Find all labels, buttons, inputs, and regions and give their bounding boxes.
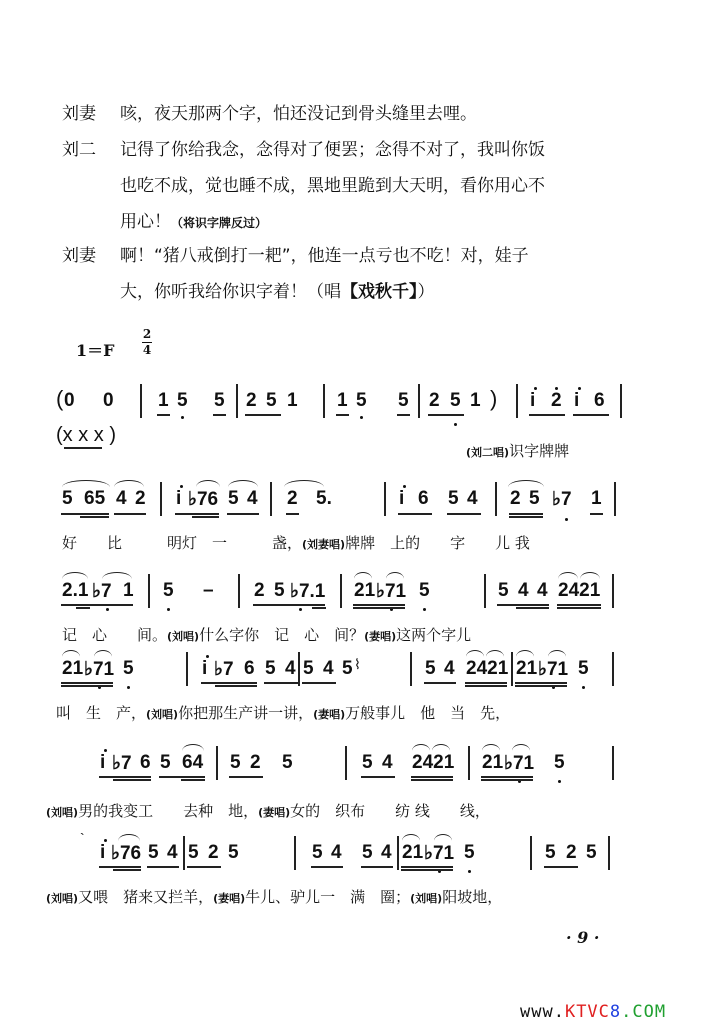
note: 0 (103, 390, 114, 411)
time-signature (142, 328, 152, 357)
high-octave-dot (104, 839, 107, 842)
barline (384, 482, 386, 516)
note: 5 (464, 842, 475, 863)
barline (270, 482, 272, 516)
singer-cue: (刘唱) (46, 892, 79, 905)
underline (192, 516, 219, 518)
underline (590, 513, 603, 515)
note: ♭71 (538, 659, 569, 680)
slur (548, 650, 566, 657)
underline (113, 869, 141, 871)
underline (544, 866, 578, 868)
underline (509, 513, 543, 515)
breath-mark: ⌇ (354, 656, 361, 672)
underline (353, 604, 405, 606)
underline (61, 604, 133, 606)
low-octave-dot (127, 686, 130, 689)
underline (401, 866, 453, 868)
barline (298, 652, 300, 686)
underline (286, 513, 299, 515)
close-paren: ) (490, 386, 498, 411)
underline (157, 414, 170, 416)
underline (159, 776, 205, 778)
note: ♭7 (552, 489, 572, 510)
low-octave-dot (360, 416, 363, 419)
note: 1 (337, 390, 348, 411)
lyrics (62, 624, 471, 645)
underline (401, 869, 453, 871)
note: 5 (214, 390, 225, 411)
watermark-part: 8 (609, 1002, 622, 1022)
underline (411, 776, 453, 778)
note: 5 (123, 658, 134, 679)
underline (515, 685, 567, 687)
note: 5 (230, 752, 241, 773)
barline (612, 746, 614, 780)
lyric-text: 牌牌 上的 字 儿 我 (345, 534, 530, 552)
underline (181, 779, 205, 781)
underline (411, 779, 453, 781)
note: 6 (594, 390, 605, 411)
underline (213, 414, 226, 416)
underline (61, 682, 113, 684)
barline (484, 574, 486, 608)
underline (336, 414, 349, 416)
singer-cue: (刘唱) (46, 806, 79, 819)
note: 6 (418, 488, 429, 509)
note: 5 (425, 658, 436, 679)
underline (312, 607, 326, 609)
slur (284, 480, 324, 487)
underline (61, 685, 113, 687)
note: 5 (62, 488, 73, 509)
lyric-text: 牛儿、驴儿一 满 圈； (245, 888, 411, 906)
note: 4 (323, 658, 334, 679)
underline (64, 447, 102, 449)
underline (515, 682, 567, 684)
page-number: · 9 · (566, 928, 600, 947)
singer-cue: (刘二唱) (466, 446, 510, 459)
note: 5 (282, 752, 293, 773)
underline (516, 607, 549, 609)
underline (361, 776, 395, 778)
low-octave-dot (582, 686, 585, 689)
slur (508, 480, 544, 487)
note: i (574, 390, 580, 411)
barline (183, 836, 185, 870)
note: 5 (362, 752, 373, 773)
underline (61, 513, 109, 515)
slur (482, 744, 500, 751)
underline (264, 682, 298, 684)
barline (418, 384, 420, 418)
rest-dash: – (203, 580, 214, 601)
barline (614, 482, 616, 516)
note: 21 (516, 658, 538, 679)
lyrics (56, 702, 510, 723)
tune-name: 【戏秋千】 (341, 282, 418, 302)
barline (148, 574, 150, 608)
note: 1 (123, 580, 134, 601)
underline (497, 604, 549, 606)
note: 5 (160, 752, 171, 773)
barline (530, 836, 532, 870)
lyrics (466, 440, 569, 461)
underline (353, 607, 405, 609)
slur (486, 650, 504, 657)
singer-cue: (妻唱) (313, 708, 346, 721)
open-paren: ( (56, 386, 64, 411)
high-octave-dot (403, 485, 406, 488)
barline (612, 574, 614, 608)
note: 4 (382, 752, 393, 773)
barline (238, 574, 240, 608)
low-octave-dot (167, 608, 170, 611)
underline (99, 866, 141, 868)
percussion-pattern: (x x x ) (56, 424, 116, 446)
note: 2421 (412, 752, 455, 773)
barline (468, 746, 470, 780)
underline (76, 607, 90, 609)
barline (140, 384, 142, 418)
note: 4 (285, 658, 296, 679)
underline (573, 414, 609, 416)
barline (345, 746, 347, 780)
underline (229, 776, 263, 778)
lyric-text: 叫 生 产， (56, 704, 147, 722)
note: ♭7 (92, 581, 112, 602)
speaker-label: 刘二 (62, 140, 96, 160)
dialogue-text: 也吃不成，觉也睡不成，黑地里跪到大天明，看你用心不 (120, 176, 545, 196)
slur (512, 744, 530, 751)
watermark (520, 1002, 666, 1022)
note: 4 (381, 842, 392, 863)
singer-cue: (妻唱) (364, 630, 397, 643)
barline (620, 384, 622, 418)
watermark-part: .COM (621, 1002, 667, 1022)
note: i (176, 488, 182, 509)
note: 5 (266, 390, 277, 411)
note: 5 (177, 390, 188, 411)
slur (516, 650, 534, 657)
underline (114, 513, 146, 515)
barline (216, 746, 218, 780)
low-octave-dot (299, 608, 302, 611)
tune-close: ） (417, 282, 435, 302)
note: 5 (448, 488, 459, 509)
note: i (100, 752, 106, 773)
underline (80, 516, 109, 518)
barline (160, 482, 162, 516)
note: 5 (362, 842, 373, 863)
underline (428, 414, 464, 416)
note: 0 (64, 390, 75, 411)
dialogue-text (120, 282, 435, 303)
underline (175, 513, 219, 515)
singer-cue: (刘唱) (167, 630, 200, 643)
note: 4 (537, 580, 548, 601)
lyric-text: 男的我变工 去种 地， (78, 802, 259, 820)
note: ♭7 (214, 659, 234, 680)
slur (402, 834, 420, 841)
note: 5 (228, 488, 239, 509)
barline (294, 836, 296, 870)
note: 5 (303, 658, 314, 679)
note: 4 (167, 842, 178, 863)
note: ♭7 (112, 753, 132, 774)
note: 4 (331, 842, 342, 863)
time-signature-bottom: 4 (142, 343, 152, 357)
slur (558, 572, 578, 579)
note: ♭76 (111, 843, 142, 864)
underline (481, 779, 533, 781)
barline (397, 836, 399, 870)
lyrics (46, 886, 502, 907)
note: 1 (591, 488, 602, 509)
underline (529, 414, 565, 416)
barline (236, 384, 238, 418)
note: 2 (510, 488, 521, 509)
low-octave-dot (181, 416, 184, 419)
low-octave-dot (558, 780, 561, 783)
low-octave-dot (468, 870, 471, 873)
speaker-label: 刘妻 (62, 104, 96, 124)
note: 5 (450, 390, 461, 411)
note: 5 (498, 580, 509, 601)
low-octave-dot (106, 608, 109, 611)
underline (113, 779, 151, 781)
slur (114, 480, 144, 487)
barline (516, 384, 518, 418)
barline (186, 652, 188, 686)
slur (196, 480, 220, 487)
underline (253, 604, 325, 606)
lyric-text: 女的 织布 纺 线 线， (290, 802, 490, 820)
note: 4 (444, 658, 455, 679)
note: ♭71 (84, 659, 115, 680)
note: 5 (419, 580, 430, 601)
barline (323, 384, 325, 418)
note: i (100, 842, 106, 863)
note: 5 (586, 842, 597, 863)
note: 2 (246, 390, 257, 411)
slur (466, 650, 484, 657)
watermark-part: www. (520, 1002, 565, 1022)
note: 1 (287, 390, 298, 411)
dialogue-text-part: 大，你听我给你识字着！（唱 (120, 282, 341, 302)
note: 5 (163, 580, 174, 601)
note: 21 (62, 658, 84, 679)
note: 5 (578, 658, 589, 679)
slur (182, 744, 204, 751)
lyric-text: 记 心 间。 (62, 626, 168, 644)
lyrics (62, 532, 530, 553)
watermark-part: KTVC (564, 1002, 610, 1022)
barline (410, 652, 412, 686)
lyric-text: 识字牌牌 (509, 442, 570, 460)
note: 4 (247, 488, 258, 509)
singer-cue: (刘唱) (146, 708, 179, 721)
barline (495, 482, 497, 516)
underline (361, 866, 393, 868)
dialogue-text: 咳，夜天那两个字，怕还没记到骨头缝里去哩。 (120, 104, 477, 124)
low-octave-dot (565, 518, 568, 521)
note: 2421 (466, 658, 509, 679)
note: 2 (566, 842, 577, 863)
underline (481, 776, 533, 778)
note: 2421 (558, 580, 601, 601)
note: ♭71 (504, 753, 535, 774)
underline (557, 607, 601, 609)
note: 5. (316, 488, 332, 509)
note: i (399, 488, 405, 509)
note: 2 (429, 390, 440, 411)
grace-mark: ` (80, 830, 85, 846)
dialogue-text: 记得了你给我念，念得对了便罢；念得不对了，我叫你饭 (120, 140, 545, 160)
high-octave-dot (555, 387, 558, 390)
slur (386, 572, 404, 579)
speaker-label: 刘妻 (62, 246, 96, 266)
lyric-text: 阳坡地， (442, 888, 503, 906)
singer-cue: (妻唱) (213, 892, 246, 905)
high-octave-dot (534, 387, 537, 390)
high-octave-dot (578, 387, 581, 390)
note: 1 (158, 390, 169, 411)
underline (447, 513, 481, 515)
note: 5 (554, 752, 565, 773)
note: 2 (208, 842, 219, 863)
underline (398, 513, 432, 515)
key-signature: 1＝F (76, 341, 115, 360)
note: 21 (354, 580, 376, 601)
note: 64 (182, 752, 204, 773)
note: 21 (482, 752, 504, 773)
underline (187, 866, 221, 868)
high-octave-dot (180, 485, 183, 488)
slur (580, 572, 600, 579)
underline (227, 513, 259, 515)
note: 4 (116, 488, 127, 509)
lyric-text: 好 比 明灯 一 盏， (62, 534, 303, 552)
underline (215, 685, 257, 687)
slur (354, 572, 372, 579)
lyric-text: 万般事儿 他 当 先， (345, 704, 511, 722)
high-octave-dot (104, 749, 107, 752)
note: 5 (228, 842, 239, 863)
note: ♭76 (188, 489, 219, 510)
slur (434, 834, 452, 841)
underline (424, 682, 456, 684)
barline (608, 836, 610, 870)
time-signature-top: 2 (142, 327, 152, 341)
lyric-text: 你把那生产讲一讲， (178, 704, 314, 722)
note: 2.1 (62, 580, 89, 601)
note: 5 (398, 390, 409, 411)
slur (62, 572, 88, 579)
slur (432, 744, 450, 751)
underline (465, 685, 507, 687)
lyric-text: 又喂 猪来又拦羊， (78, 888, 214, 906)
note: 5 (148, 842, 159, 863)
slur (94, 650, 112, 657)
singer-cue: (妻唱) (258, 806, 291, 819)
barline (340, 574, 342, 608)
underline (201, 682, 257, 684)
underline (397, 414, 410, 416)
note: ♭7.1 (290, 581, 326, 602)
note: i (530, 390, 536, 411)
underline (99, 776, 151, 778)
singer-cue: (刘妻唱) (302, 538, 346, 551)
low-octave-dot (423, 608, 426, 611)
barline (612, 652, 614, 686)
note: 5 (356, 390, 367, 411)
note: ♭71 (424, 843, 455, 864)
note: 4 (518, 580, 529, 601)
note: 6 (244, 658, 255, 679)
note: 5 (188, 842, 199, 863)
note: 2 (250, 752, 261, 773)
slur (228, 480, 258, 487)
note: 2 (287, 488, 298, 509)
slur (62, 650, 80, 657)
dialogue-text-part: 用心！ (120, 212, 171, 232)
lyric-text: 什么字你 记 心 间？ (199, 626, 365, 644)
note: 2 (135, 488, 146, 509)
note: 5 (342, 658, 353, 679)
slur (62, 480, 110, 487)
note: 21 (402, 842, 424, 863)
note: 2 (254, 580, 265, 601)
high-octave-dot (206, 655, 209, 658)
note: 5 (274, 580, 285, 601)
underline (509, 516, 543, 518)
lyrics (46, 800, 490, 821)
underline (557, 604, 601, 606)
underline (147, 866, 179, 868)
slur (118, 834, 140, 841)
barline (511, 652, 513, 686)
slur (412, 744, 430, 751)
slur (102, 572, 132, 579)
note: 1 (470, 390, 481, 411)
note: 5 (529, 488, 540, 509)
low-octave-dot (454, 423, 457, 426)
lyric-text: 这两个字儿 (396, 626, 472, 644)
dialogue-text (120, 212, 267, 234)
note: i (202, 658, 208, 679)
note: 4 (467, 488, 478, 509)
underline (311, 866, 343, 868)
note: 2 (551, 390, 562, 411)
underline (465, 682, 507, 684)
note: 65 (84, 488, 106, 509)
note: 6 (140, 752, 151, 773)
stage-direction: （将识字牌反过） (171, 216, 268, 230)
note: ♭71 (376, 581, 407, 602)
note: 5 (312, 842, 323, 863)
dialogue-text: 啊！“猪八戒倒打一耙”，他连一点亏也不吃！对，娃子 (120, 246, 529, 266)
underline (245, 414, 281, 416)
singer-cue: (刘唱) (410, 892, 443, 905)
note: 5 (545, 842, 556, 863)
note: 5 (265, 658, 276, 679)
underline (302, 682, 336, 684)
